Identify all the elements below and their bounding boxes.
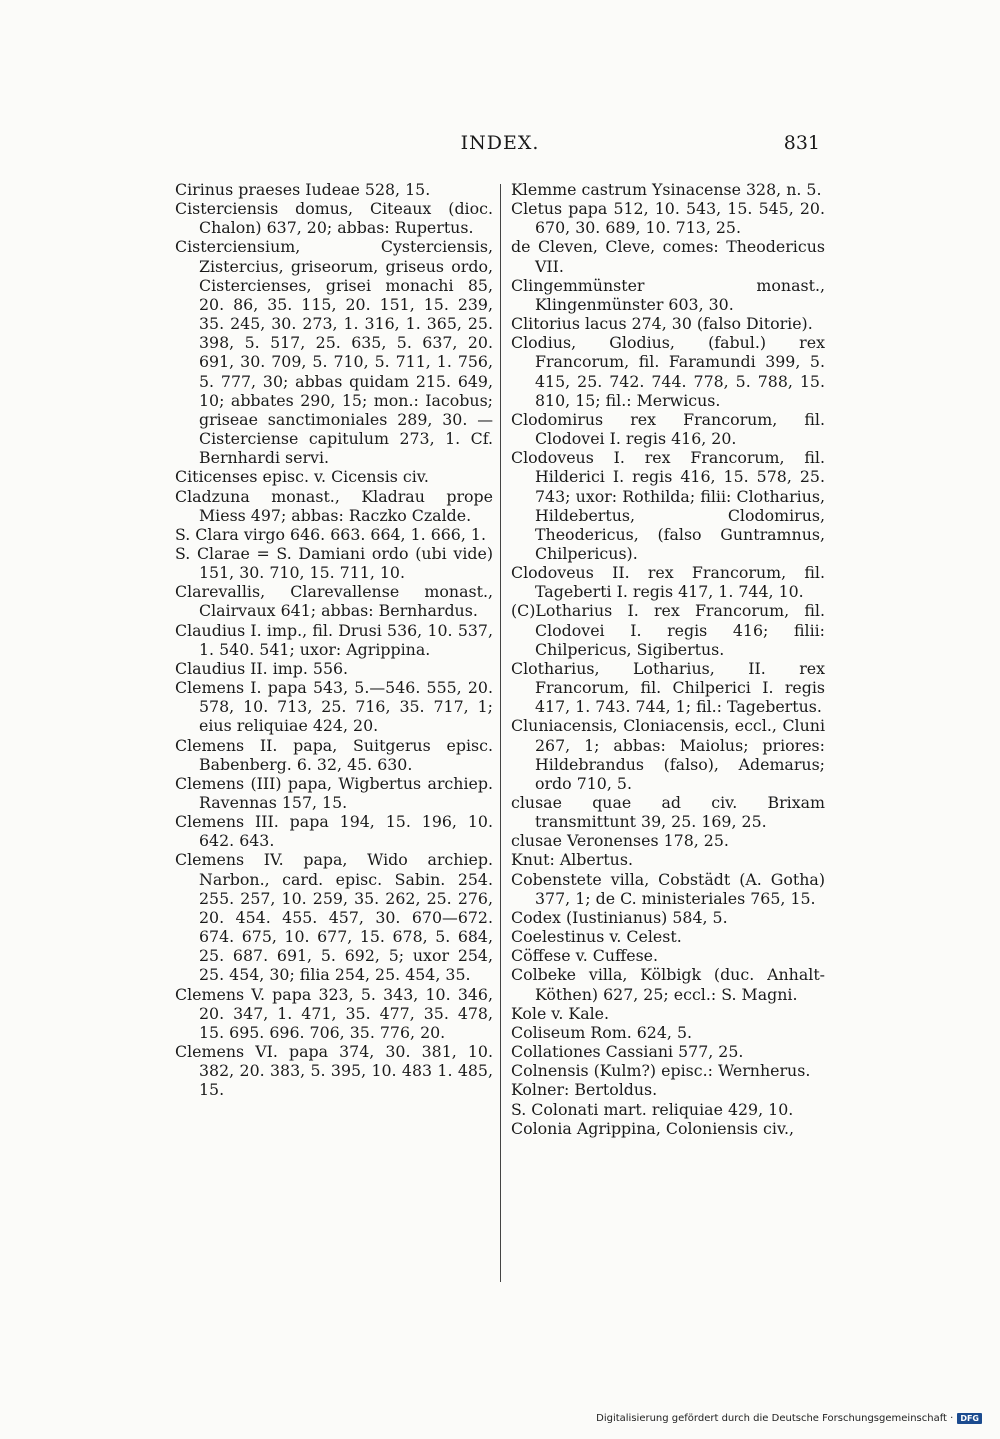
- index-entry: Kolner: Bertoldus.: [511, 1080, 658, 1100]
- index-entry: Clingemmünster monast., Klingenmünster 603, 30.: [511, 275, 825, 314]
- column-divider: [500, 184, 501, 1282]
- index-entry: Claudius II. imp. 556.: [175, 658, 349, 678]
- index-entry: Colbeke villa, Kölbigk (duc. Anhalt-Köthen) 627, 25; eccl.: S. Magni.: [511, 965, 825, 1004]
- index-entry: clusae Veronenses 178, 25.: [511, 831, 729, 851]
- dfg-logo: DFG: [957, 1413, 982, 1424]
- index-entry: Clemens II. papa, Suitgerus episc. Babenberg. 6. 32, 45. 630.: [175, 735, 493, 774]
- index-entry: Clodoveus II. rex Francorum, fil. Tageberti I. regis 417, 1. 744, 10.: [511, 563, 825, 602]
- index-entry: S. Clara virgo 646. 663. 664, 1. 666, 1.: [175, 524, 486, 544]
- index-entry: clusae quae ad civ. Brixam transmittunt 39, 25. 169, 25.: [511, 793, 825, 832]
- index-entry: de Cleven, Cleve, comes: Theodericus VII.: [511, 237, 825, 276]
- index-entry: Clodomirus rex Francorum, fil. Clodovei I. regis 416, 20.: [511, 409, 825, 449]
- index-entry: Coliseum Rom. 624, 5.: [511, 1022, 693, 1042]
- index-entry: Colonia Agrippina, Coloniensis civ.,: [511, 1118, 795, 1138]
- index-entry: Colnensis (Kulm?) episc.: Wernherus.: [511, 1061, 811, 1081]
- index-entry: Clemens IV. papa, Wido archiep. Narbon., card. episc. Sabin. 254. 255. 257, 10. 259, 35. 262, 25. 276, 20. 454. 455. 457, 30. 670—672. 674. 675, 10. 677, 15. 678, 5. 684, 25. 687. 691, 5. 692, 5; uxor 254, 25. 454, 30; filia 254, 25. 454, 35.: [175, 850, 493, 985]
- index-entry: Citicenses episc. v. Cicensis civ.: [175, 467, 429, 487]
- index-entry: Cletus papa 512, 10. 543, 15. 545, 20. 670, 30. 689, 10. 713, 25.: [511, 199, 825, 238]
- index-entry: Clarevallis, Clarevallense monast., Clairvaux 641; abbas: Bernhardus.: [175, 582, 493, 621]
- index-entry: Cisterciensis domus, Citeaux (dioc. Chalon) 637, 20; abbas: Rupertus.: [175, 199, 493, 238]
- index-entry: Cöffese v. Cuffese.: [511, 946, 659, 966]
- page-header-title: INDEX.: [460, 132, 540, 154]
- index-entry: Cluniacensis, Cloniacensis, eccl., Cluni 267, 1; abbas: Maiolus; priores: Hildebrandus (falso), Ademarus; ordo 710, 5.: [511, 716, 825, 793]
- index-column-left: [175, 180, 493, 1100]
- index-entry: Codex (Iustinianus) 584, 5.: [511, 907, 728, 927]
- index-entry: Clemens V. papa 323, 5. 343, 10. 346, 20. 347, 1. 471, 35. 477, 35. 478, 15. 695. 696. 706, 35. 776, 20.: [175, 984, 493, 1042]
- index-entry: Knut: Albertus.: [511, 850, 633, 870]
- index-entry: Clemens (III) papa, Wigbertus archiep. Ravennas 157, 15.: [175, 773, 493, 812]
- index-entry: Claudius I. imp., fil. Drusi 536, 10. 537, 1. 540. 541; uxor: Agrippina.: [175, 620, 493, 659]
- index-column-right: [511, 180, 825, 1138]
- index-entry: Clemens I. papa 543, 5.—546. 555, 20. 578, 10. 713, 25. 716, 35. 717, 1; eius reliquiae 424, 20.: [175, 678, 493, 736]
- index-entry: Collationes Cassiani 577, 25.: [511, 1042, 744, 1062]
- index-entry: Cladzuna monast., Kladrau prope Miess 497; abbas: Raczko Czalde.: [175, 486, 493, 525]
- index-entry: Clitorius lacus 274, 30 (falso Ditorie).: [511, 314, 813, 334]
- index-entry: Clotharius, Lotharius, II. rex Francorum, fil. Chilperici I. regis 417, 1. 743. 744, 1; fil.: Tagebertus.: [511, 658, 825, 717]
- footer-credit: [596, 1413, 982, 1424]
- index-entry: Clemens VI. papa 374, 30. 381, 10. 382, 20. 383, 5. 395, 10. 483 1. 485, 15.: [175, 1042, 493, 1100]
- index-entry: Kole v. Kale.: [511, 1003, 610, 1023]
- index-entry: Clodoveus I. rex Francorum, fil. Hilderici I. regis 416, 15. 578, 25. 743; uxor: Rothilda; filii: Clotharius, Hildebertus, Clodomirus, Theodericus, (falso Guntramnus, Chilpericus).: [511, 448, 825, 563]
- index-entry: Cisterciensium, Cysterciensis, Zistercius, griseorum, griseus ordo, Cistercienses, grisei monachi 85, 20. 86, 35. 115, 20. 151, 15. 239, 35. 245, 30. 273, 1. 316, 1. 365, 25. 398, 5. 517, 25. 635, 5. 637, 20. 691, 30. 709, 5. 710, 5. 711, 1. 756, 5. 777, 30; abbas quidam 215. 649, 10; abbates 290, 15; mon.: Iacobus; griseae sanctimoniales 289, 30. — Cisterciense capitulum 273, 1. Cf. Bernhardi servi.: [175, 237, 493, 468]
- page-number: 831: [783, 132, 820, 154]
- index-entry: S. Clarae = S. Damiani ordo (ubi vide) 151, 30. 710, 15. 711, 10.: [175, 543, 493, 583]
- index-entry: Coelestinus v. Celest.: [511, 927, 682, 947]
- index-entry: Cirinus praeses Iudeae 528, 15.: [175, 180, 431, 199]
- index-entry: S. Colonati mart. reliquiae 429, 10.: [511, 1099, 794, 1119]
- index-entry: Clodius, Glodius, (fabul.) rex Francorum, fil. Faramundi 399, 5. 415, 25. 742. 744. 778, 5. 788, 15. 810, 15; fil.: Merwicus.: [511, 333, 825, 410]
- index-entry: (C)Lotharius I. rex Francorum, fil. Clodovei I. regis 416; filii: Chilpericus, Sigibertus.: [511, 601, 825, 659]
- index-entry: Clemens III. papa 194, 15. 196, 10. 642. 643.: [175, 812, 493, 851]
- footer-text: Digitalisierung gefördert durch die Deutsche Forschungsgemeinschaft ·: [596, 1413, 954, 1424]
- index-entry: Klemme castrum Ysinacense 328, n. 5.: [511, 180, 822, 199]
- index-entry: Cobenstete villa, Cobstädt (A. Gotha) 377, 1; de C. ministeriales 765, 15.: [511, 869, 825, 908]
